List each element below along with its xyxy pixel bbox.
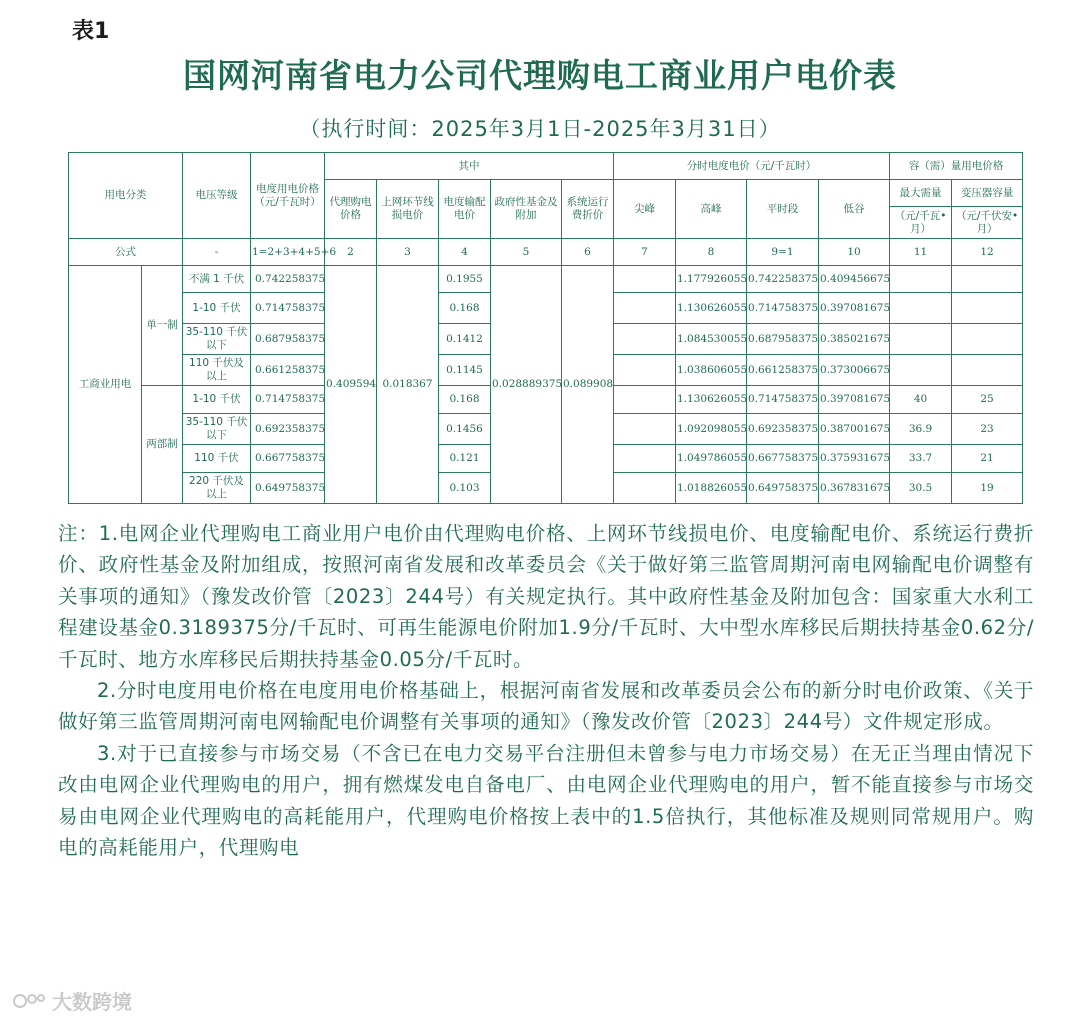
header-voltage: 电压等级 <box>183 153 251 239</box>
price-cell: 0.714758375 <box>251 386 325 414</box>
peak-cell: 1.049786055 <box>676 445 747 473</box>
header-category: 用电分类 <box>69 153 183 239</box>
formula-cell: 11 <box>890 239 952 266</box>
transformer-cell <box>952 324 1023 355</box>
valley-cell: 0.367831675 <box>819 473 890 504</box>
flat-cell: 0.742258375 <box>747 266 819 293</box>
formula-cell: 8 <box>676 239 747 266</box>
max-demand-cell <box>890 355 952 386</box>
transmission-cell: 0.1955 <box>439 266 491 293</box>
formula-cell: 9=1 <box>747 239 819 266</box>
price-cell: 0.692358375 <box>251 414 325 445</box>
formula-cell: 公式 <box>69 239 183 266</box>
peak-sharp-cell <box>614 445 676 473</box>
formula-row <box>69 239 1023 266</box>
price-cell: 0.661258375 <box>251 355 325 386</box>
header-transmission: 电度输配电价 <box>439 180 491 239</box>
peak-cell: 1.084530055 <box>676 324 747 355</box>
single-part-cell: 单一制 <box>142 266 183 386</box>
voltage-cell: 1-10 千伏 <box>183 386 251 414</box>
max-demand-cell: 36.9 <box>890 414 952 445</box>
header-flat: 平时段 <box>747 180 819 239</box>
header-purchase: 代理购电价格 <box>325 180 377 239</box>
voltage-cell: 不满 1 千伏 <box>183 266 251 293</box>
formula-cell: 12 <box>952 239 1023 266</box>
voltage-cell: 35-110 千伏以下 <box>183 414 251 445</box>
valley-cell: 0.385021675 <box>819 324 890 355</box>
header-transformer-unit: （元/千伏安•月） <box>952 207 1023 239</box>
header-tou: 分时电度电价（元/千瓦时） <box>614 153 890 180</box>
voltage-cell: 1-10 千伏 <box>183 293 251 324</box>
max-demand-cell <box>890 293 952 324</box>
valley-cell: 0.387001675 <box>819 414 890 445</box>
header-max-demand: 最大需量 <box>890 180 952 207</box>
header-peak: 高峰 <box>676 180 747 239</box>
fund-price-cell: 0.028889375 <box>491 266 562 504</box>
peak-sharp-cell <box>614 386 676 414</box>
watermark-logo-icon <box>12 989 48 1013</box>
formula-cell: 5 <box>491 239 562 266</box>
max-demand-cell: 33.7 <box>890 445 952 473</box>
header-valley: 低谷 <box>819 180 890 239</box>
header-transformer: 变压器容量 <box>952 180 1023 207</box>
price-cell: 0.649758375 <box>251 473 325 504</box>
formula-cell: - <box>183 239 251 266</box>
flat-cell: 0.714758375 <box>747 293 819 324</box>
note-3: 3.对于已直接参与市场交易（不含已在电力交易平台注册但未曾参与电力市场交易）在无正当理由情况下改由电网企业代理购电的用户，拥有燃煤发电自备电厂、由电网企业代理购电的用户，暂不能直接参与市场交易由电网企业代理购电的高耗能用户，代理购电价格按上表中的1.5倍执行，其他标准及规则同常规用户。购电的高耗能用户，代理购电 <box>58 741 1034 860</box>
peak-sharp-cell <box>614 355 676 386</box>
purchase-price-cell: 0.409594 <box>325 266 377 504</box>
flat-cell: 0.649758375 <box>747 473 819 504</box>
transformer-cell: 25 <box>952 386 1023 414</box>
flat-cell: 0.661258375 <box>747 355 819 386</box>
voltage-cell: 110 千伏及以上 <box>183 355 251 386</box>
header-fund: 政府性基金及附加 <box>491 180 562 239</box>
valley-cell: 0.397081675 <box>819 386 890 414</box>
voltage-cell: 110 千伏 <box>183 445 251 473</box>
transmission-cell: 0.1145 <box>439 355 491 386</box>
watermark-text: 大数跨境 <box>52 990 132 1014</box>
page-title: 国网河南省电力公司代理购电工商业用户电价表 <box>183 56 897 95</box>
header-capacity: 容（需）量用电价格 <box>890 153 1023 180</box>
peak-sharp-cell <box>614 293 676 324</box>
transformer-cell: 23 <box>952 414 1023 445</box>
peak-cell: 1.038606055 <box>676 355 747 386</box>
category-cell: 工商业用电 <box>69 266 142 504</box>
transformer-cell: 21 <box>952 445 1023 473</box>
two-part-cell: 两部制 <box>142 386 183 504</box>
peak-cell: 1.092098055 <box>676 414 747 445</box>
flat-cell: 0.667758375 <box>747 445 819 473</box>
valley-cell: 0.375931675 <box>819 445 890 473</box>
formula-cell: 7 <box>614 239 676 266</box>
peak-cell: 1.018826055 <box>676 473 747 504</box>
peak-cell: 1.177926055 <box>676 266 747 293</box>
price-table <box>68 152 1023 504</box>
transmission-cell: 0.121 <box>439 445 491 473</box>
peak-sharp-cell <box>614 414 676 445</box>
max-demand-cell <box>890 266 952 293</box>
price-cell: 0.742258375 <box>251 266 325 293</box>
flat-cell: 0.687958375 <box>747 324 819 355</box>
watermark <box>12 986 132 1015</box>
header-peak-sharp: 尖峰 <box>614 180 676 239</box>
valley-cell: 0.397081675 <box>819 293 890 324</box>
table-label: 表1 <box>72 19 110 44</box>
valley-cell: 0.373006675 <box>819 355 890 386</box>
formula-cell: 10 <box>819 239 890 266</box>
header-among: 其中 <box>325 153 614 180</box>
header-price: 电度用电价格（元/千瓦时） <box>251 153 325 239</box>
formula-cell: 2 <box>325 239 377 266</box>
voltage-cell: 220 千伏及以上 <box>183 473 251 504</box>
flat-cell: 0.692358375 <box>747 414 819 445</box>
max-demand-cell: 40 <box>890 386 952 414</box>
max-demand-cell: 30.5 <box>890 473 952 504</box>
transformer-cell <box>952 355 1023 386</box>
header-system: 系统运行费折价 <box>562 180 614 239</box>
formula-cell: 4 <box>439 239 491 266</box>
peak-sharp-cell <box>614 266 676 293</box>
transmission-cell: 0.168 <box>439 386 491 414</box>
price-cell: 0.714758375 <box>251 293 325 324</box>
flat-cell: 0.714758375 <box>747 386 819 414</box>
note-2: 2.分时电度用电价格在电度用电价格基础上，根据河南省发展和改革委员会公布的新分时电价政策、《关于做好第三监管周期河南电网输配电价调整有关事项的通知》（豫发改价管〔2023〕244号）文件规定形成。 <box>58 679 1034 734</box>
peak-cell: 1.130626055 <box>676 293 747 324</box>
peak-sharp-cell <box>614 324 676 355</box>
loss-price-cell: 0.018367 <box>377 266 439 504</box>
transformer-cell <box>952 293 1023 324</box>
table-row <box>69 266 1023 293</box>
notes-section <box>58 518 1034 863</box>
transformer-cell <box>952 266 1023 293</box>
effective-period: （执行时间：2025年3月1日-2025年3月31日） <box>299 117 781 141</box>
voltage-cell: 35-110 千伏以下 <box>183 324 251 355</box>
formula-cell: 1=2+3+4+5+6 <box>251 239 325 266</box>
peak-cell: 1.130626055 <box>676 386 747 414</box>
price-cell: 0.667758375 <box>251 445 325 473</box>
transmission-cell: 0.1456 <box>439 414 491 445</box>
formula-cell: 3 <box>377 239 439 266</box>
transmission-cell: 0.168 <box>439 293 491 324</box>
price-cell: 0.687958375 <box>251 324 325 355</box>
max-demand-cell <box>890 324 952 355</box>
header-loss: 上网环节线损电价 <box>377 180 439 239</box>
transmission-cell: 0.103 <box>439 473 491 504</box>
formula-cell: 6 <box>562 239 614 266</box>
peak-sharp-cell <box>614 473 676 504</box>
system-price-cell: 0.089908 <box>562 266 614 504</box>
transmission-cell: 0.1412 <box>439 324 491 355</box>
transformer-cell: 19 <box>952 473 1023 504</box>
note-1: 注：1.电网企业代理购电工商业用户电价由代理购电价格、上网环节线损电价、电度输配电价、系统运行费折价、政府性基金及附加组成，按照河南省发展和改革委员会《关于做好第三监管周期河南电网输配电价调整有关事项的通知》（豫发改价管〔2023〕244号）有关规定执行。其中政府性基金及附加包含：国家重大水利工程建设基金0.3189375分/千瓦时、可再生能源电价附加1.9分/千瓦时、大中型水库移民后期扶持基金0.62分/千瓦时、地方水库移民后期扶持基金0.05分/千瓦时。 <box>58 522 1034 671</box>
valley-cell: 0.409456675 <box>819 266 890 293</box>
header-max-demand-unit: （元/千瓦•月） <box>890 207 952 239</box>
